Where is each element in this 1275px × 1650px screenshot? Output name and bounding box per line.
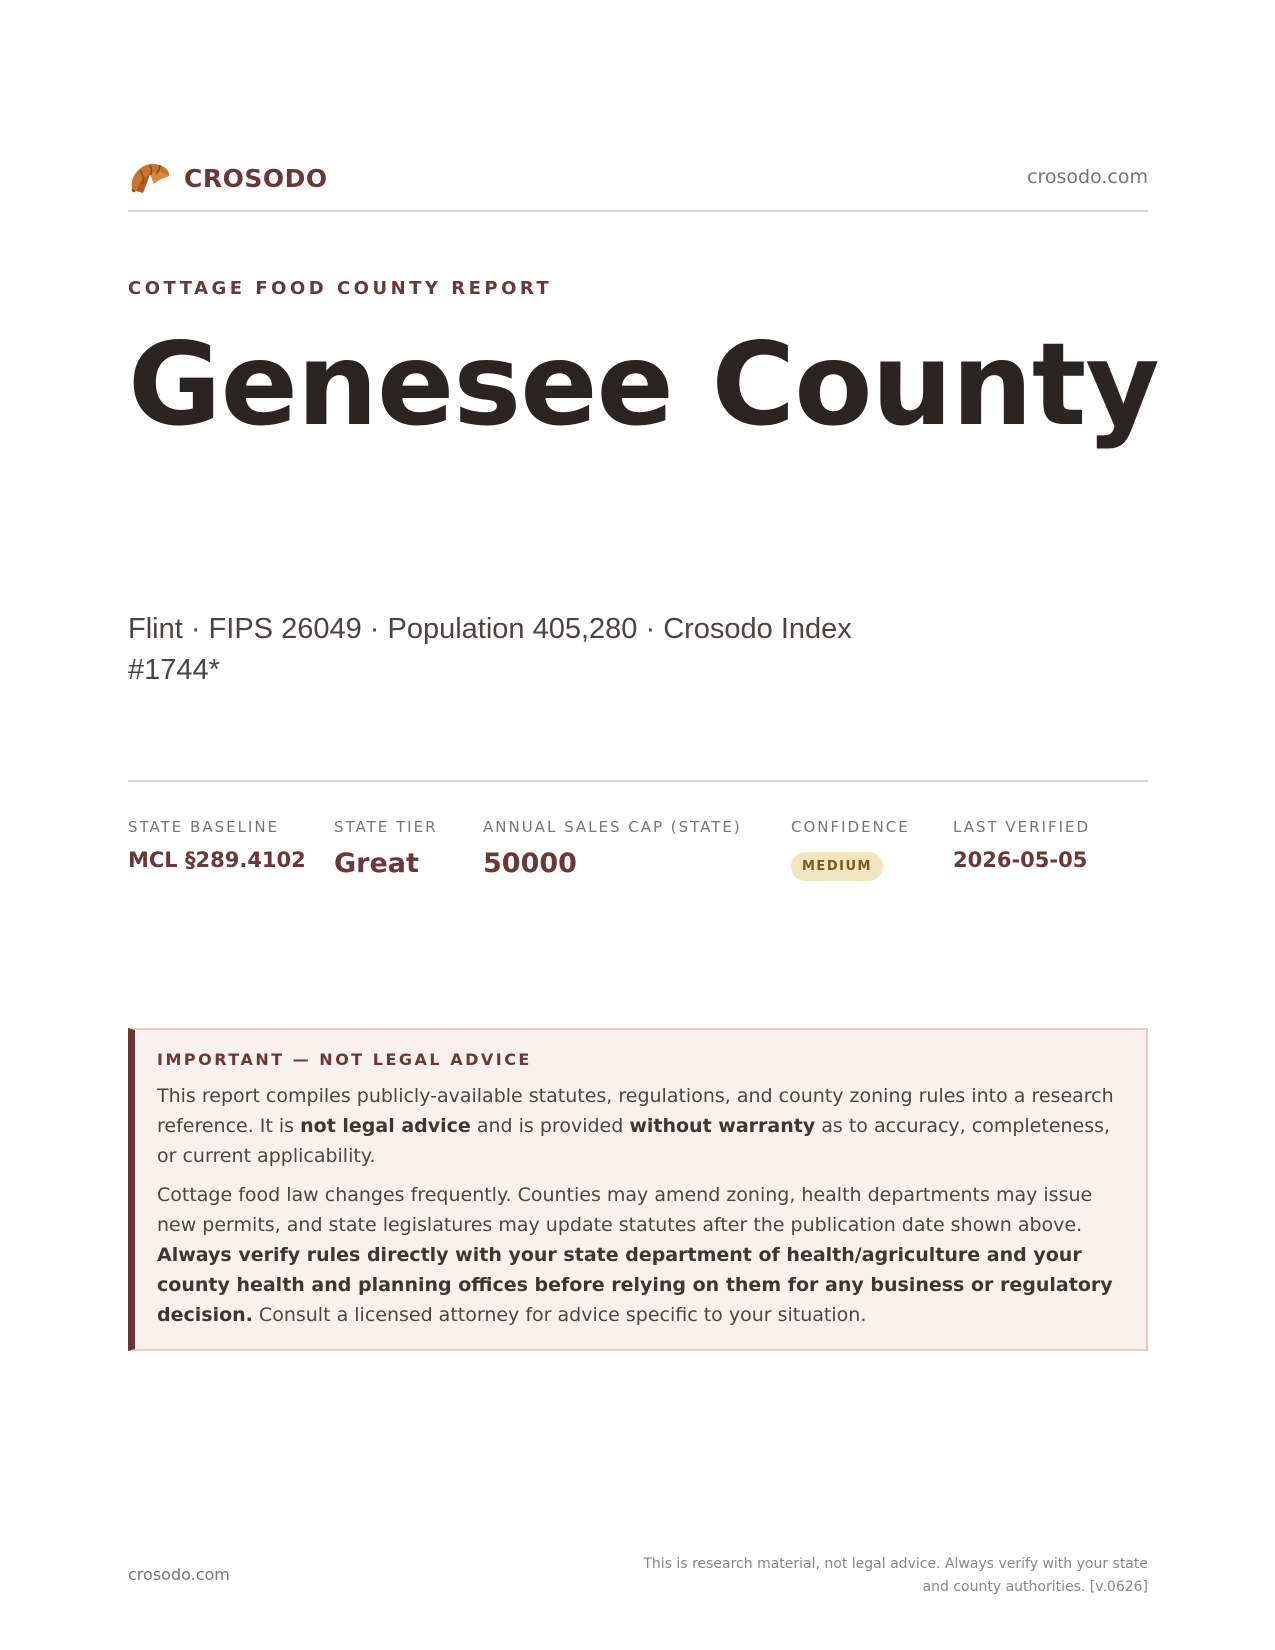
site-link[interactable]: crosodo.com: [1027, 166, 1148, 188]
page-header: [128, 158, 1148, 212]
stat-state-baseline: [128, 818, 306, 872]
stat-label: ANNUAL SALES CAP (STATE): [483, 818, 742, 836]
brand-name: CROSODO: [184, 163, 328, 193]
stat-value: 2026-05-05: [953, 848, 1088, 872]
stat-label: STATE TIER: [334, 818, 438, 836]
notice-emphasis: not legal advice: [300, 1115, 471, 1137]
notice-text: as to accuracy, completeness, or current applicability.: [157, 1115, 1111, 1167]
stat-value: Great: [334, 848, 419, 879]
notice-emphasis: without warranty: [629, 1115, 816, 1137]
notice-text: Cottage food law changes frequently. Counties may amend zoning, health departments may issue new permits, and state legislatures may update statutes after the publication date shown above.: [157, 1184, 1093, 1236]
notice-paragraph: [157, 1180, 1122, 1330]
notice-text: Consult a licensed attorney for advice specific to your situation.: [252, 1304, 867, 1326]
croissant-icon: [128, 158, 172, 198]
page-title: Genesee County: [128, 318, 1159, 451]
stat-label: CONFIDENCE: [791, 818, 910, 836]
stat-value: MCL §289.4102: [128, 848, 306, 872]
stat-value: 50000: [483, 848, 577, 879]
stat-state-tier: [334, 818, 438, 879]
legal-notice: [128, 1028, 1148, 1351]
stat-confidence: [791, 818, 910, 881]
stat-label: STATE BASELINE: [128, 818, 280, 836]
report-kicker: COTTAGE FOOD COUNTY REPORT: [128, 278, 553, 299]
notice-emphasis: Always verify rules directly with your state department of health/agriculture and your county health and planning offices before relying on them for any business or regulatory decision.: [157, 1244, 1113, 1326]
confidence-badge: MEDIUM: [791, 852, 883, 881]
notice-paragraph: [157, 1081, 1122, 1171]
stat-annual-sales-cap: [483, 818, 742, 879]
report-subtitle: Flint · FIPS 26049 · Population 405,280 · Crosodo Index #1744*: [128, 613, 852, 686]
report-page: [128, 0, 1159, 1650]
footer-site[interactable]: crosodo.com: [128, 1565, 230, 1584]
footer-disclaimer: This is research material, not legal advice. Always verify with your state and county authorities. [v.0626]: [643, 1556, 1148, 1595]
notice-text: and is provided: [470, 1115, 630, 1137]
brand: [128, 158, 328, 198]
stat-label: LAST VERIFIED: [953, 818, 1091, 836]
notice-text: This report compiles publicly-available statutes, regulations, and county zoning rules into a research reference. It is: [157, 1085, 1114, 1137]
notice-title: IMPORTANT — NOT LEGAL ADVICE: [157, 1050, 532, 1069]
stat-last-verified: [953, 818, 1090, 872]
divider: [128, 780, 1148, 782]
